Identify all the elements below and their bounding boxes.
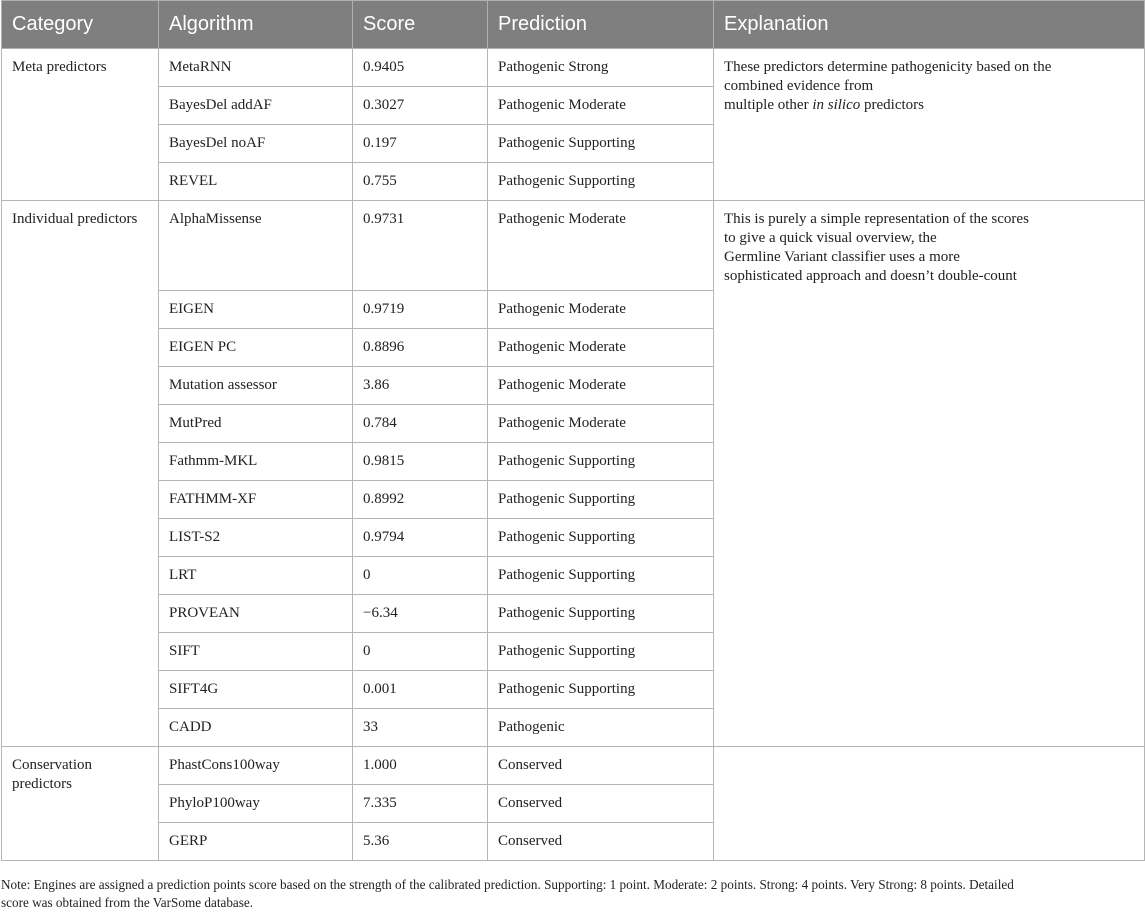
prediction-cell: Pathogenic Moderate bbox=[488, 87, 714, 125]
prediction-cell: Pathogenic Moderate bbox=[488, 201, 714, 291]
explanation-text: predictors bbox=[860, 97, 924, 113]
score-cell: 0.755 bbox=[353, 163, 488, 201]
explanation-line: This is purely a simple representation of the scores bbox=[724, 211, 1029, 227]
prediction-cell: Conserved bbox=[488, 747, 714, 785]
prediction-cell: Pathogenic Moderate bbox=[488, 367, 714, 405]
algorithm-cell: LRT bbox=[159, 557, 353, 595]
header-score: Score bbox=[353, 1, 488, 49]
score-cell: 0.3027 bbox=[353, 87, 488, 125]
algorithm-cell: FATHMM-XF bbox=[159, 481, 353, 519]
footnote-line: Note: Engines are assigned a prediction points score based on the strength of the calibrated prediction. Supporting: 1 point. Moderate: 2 points. Strong: 4 points. Very Strong: 8 points. Detailed bbox=[1, 877, 1014, 892]
prediction-cell: Pathogenic bbox=[488, 709, 714, 747]
score-cell: 0.001 bbox=[353, 671, 488, 709]
score-cell: 0.784 bbox=[353, 405, 488, 443]
score-cell: 0.197 bbox=[353, 125, 488, 163]
category-cell: Individual predictors bbox=[2, 201, 159, 747]
algorithm-cell: EIGEN bbox=[159, 291, 353, 329]
score-cell: 0.9731 bbox=[353, 201, 488, 291]
score-cell: 0 bbox=[353, 557, 488, 595]
prediction-cell: Pathogenic Supporting bbox=[488, 481, 714, 519]
prediction-cell: Pathogenic Moderate bbox=[488, 329, 714, 367]
algorithm-cell: Mutation assessor bbox=[159, 367, 353, 405]
algorithm-cell: PhyloP100way bbox=[159, 785, 353, 823]
score-cell: 0.9719 bbox=[353, 291, 488, 329]
algorithm-cell: PhastCons100way bbox=[159, 747, 353, 785]
table-body bbox=[2, 49, 1145, 861]
algorithm-cell: EIGEN PC bbox=[159, 329, 353, 367]
prediction-cell: Conserved bbox=[488, 823, 714, 861]
table-row bbox=[2, 747, 1145, 785]
prediction-cell: Pathogenic Supporting bbox=[488, 595, 714, 633]
header-prediction: Prediction bbox=[488, 1, 714, 49]
category-cell: Meta predictors bbox=[2, 49, 159, 201]
explanation-cell bbox=[714, 49, 1145, 201]
score-cell: 0.9405 bbox=[353, 49, 488, 87]
prediction-cell: Pathogenic Supporting bbox=[488, 163, 714, 201]
algorithm-cell: Fathmm-MKL bbox=[159, 443, 353, 481]
explanation-emphasis: in silico bbox=[812, 97, 861, 113]
prediction-cell: Pathogenic Supporting bbox=[488, 125, 714, 163]
score-cell: 1.000 bbox=[353, 747, 488, 785]
algorithm-cell: MetaRNN bbox=[159, 49, 353, 87]
footnote-line: score was obtained from the VarSome database. bbox=[1, 895, 254, 910]
algorithm-cell: MutPred bbox=[159, 405, 353, 443]
explanation-line: combined evidence from bbox=[724, 78, 874, 94]
prediction-cell: Conserved bbox=[488, 785, 714, 823]
table-header bbox=[2, 1, 1145, 49]
category-line: predictors bbox=[12, 776, 72, 792]
explanation-line: These predictors determine pathogenicity based on the bbox=[724, 59, 1052, 75]
algorithm-cell: SIFT bbox=[159, 633, 353, 671]
header-category: Category bbox=[2, 1, 159, 49]
header-algorithm: Algorithm bbox=[159, 1, 353, 49]
explanation-cell bbox=[714, 747, 1145, 861]
prediction-cell: Pathogenic Strong bbox=[488, 49, 714, 87]
score-cell: 0.8992 bbox=[353, 481, 488, 519]
algorithm-cell: REVEL bbox=[159, 163, 353, 201]
explanation-line: Germline Variant classifier uses a more bbox=[724, 249, 960, 265]
prediction-cell: Pathogenic Moderate bbox=[488, 405, 714, 443]
prediction-cell: Pathogenic Supporting bbox=[488, 519, 714, 557]
prediction-cell: Pathogenic Supporting bbox=[488, 557, 714, 595]
algorithm-cell: BayesDel noAF bbox=[159, 125, 353, 163]
score-cell: 0.9815 bbox=[353, 443, 488, 481]
algorithm-cell: BayesDel addAF bbox=[159, 87, 353, 125]
score-cell: 0 bbox=[353, 633, 488, 671]
explanation-text: multiple other bbox=[724, 97, 813, 113]
algorithm-cell: LIST-S2 bbox=[159, 519, 353, 557]
category-line: Conservation bbox=[12, 757, 92, 773]
table-footnote bbox=[1, 876, 1141, 912]
score-cell: 0.8896 bbox=[353, 329, 488, 367]
explanation-line: sophisticated approach and doesn’t double-count bbox=[724, 268, 1017, 284]
score-cell: 33 bbox=[353, 709, 488, 747]
score-cell: 0.9794 bbox=[353, 519, 488, 557]
prediction-cell: Pathogenic Supporting bbox=[488, 671, 714, 709]
table-row bbox=[2, 49, 1145, 87]
prediction-cell: Pathogenic Moderate bbox=[488, 291, 714, 329]
table-row bbox=[2, 201, 1145, 291]
category-cell bbox=[2, 747, 159, 861]
header-row bbox=[2, 1, 1145, 49]
score-cell: 5.36 bbox=[353, 823, 488, 861]
algorithm-cell: AlphaMissense bbox=[159, 201, 353, 291]
explanation-cell bbox=[714, 201, 1145, 747]
algorithm-cell: PROVEAN bbox=[159, 595, 353, 633]
algorithm-cell: SIFT4G bbox=[159, 671, 353, 709]
prediction-cell: Pathogenic Supporting bbox=[488, 443, 714, 481]
score-cell: −6.34 bbox=[353, 595, 488, 633]
predictor-table bbox=[1, 0, 1145, 861]
prediction-cell: Pathogenic Supporting bbox=[488, 633, 714, 671]
algorithm-cell: GERP bbox=[159, 823, 353, 861]
algorithm-cell: CADD bbox=[159, 709, 353, 747]
score-cell: 7.335 bbox=[353, 785, 488, 823]
explanation-line: to give a quick visual overview, the bbox=[724, 230, 937, 246]
score-cell: 3.86 bbox=[353, 367, 488, 405]
header-explanation: Explanation bbox=[714, 1, 1145, 49]
explanation-line bbox=[724, 96, 1134, 115]
